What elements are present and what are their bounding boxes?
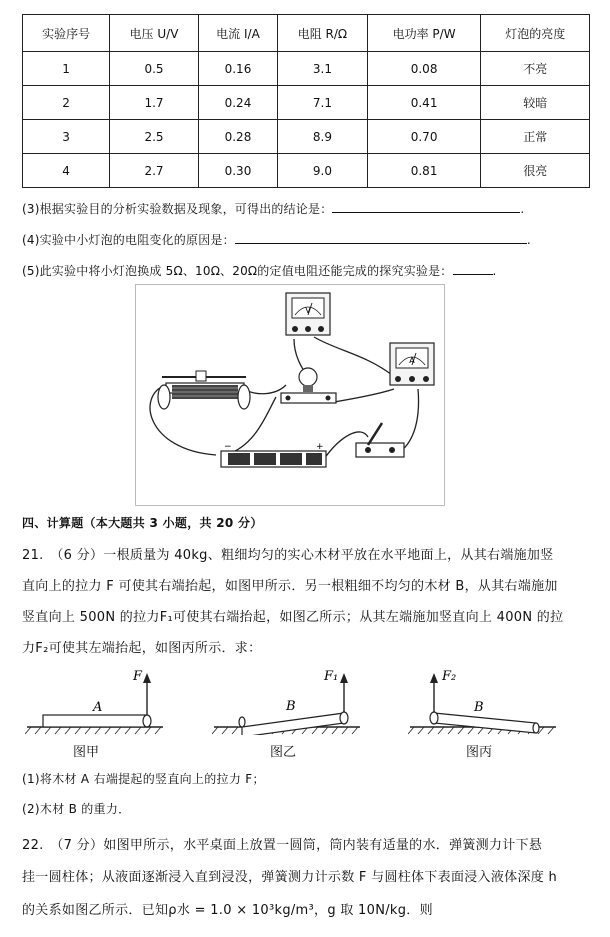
force-label: F [133,669,143,684]
section-heading: 四、计算题（本大题共 3 小题，共 20 分） [22,516,263,530]
table-cell: 2 [23,86,110,120]
table-cell: 8.9 [278,120,368,154]
figure-caption: 图丙 [466,745,493,760]
table-cell: 7.1 [278,86,368,120]
table-header-cell: 灯泡的亮度 [481,15,590,52]
table-cell: 较暗 [481,86,590,120]
wire [328,389,394,403]
q21-line: 竖直向上 500N 的拉力F₁可使其右端抬起，如图乙所示；从其左端施加竖直向上 400N 的拉 [22,610,564,625]
figure-yi-drawing [212,665,362,735]
table-row [23,120,590,154]
switch [356,423,404,457]
table-row [23,86,590,120]
figure-bing [408,665,558,760]
period: . [520,202,525,216]
figure-jia-drawing [25,665,165,735]
answer-blank [453,262,493,275]
battery-pack [221,442,326,467]
force-label: F₁ [324,669,339,684]
q21-line: 力F₂可使其左端抬起，如图丙所示．求： [22,641,262,656]
experiment-data-table [22,14,590,188]
answer-blank [235,231,527,244]
question-3-text: (3)根据实验目的分析实验数据及现象，可得出的结论是： [22,202,333,216]
wire [314,337,392,375]
voltmeter-label: V [305,306,311,315]
table-header-cell: 电压 U/V [110,15,199,52]
q21-line: 21. （6 分）一根质量为 40kg、粗细均匀的实心木材平放在水平地面上，从其右端施加竖 [22,548,554,563]
question-4 [22,231,531,248]
table-cell: 0.81 [367,154,481,188]
table-cell: 1 [23,52,110,86]
log-label: B [474,700,484,715]
battery-minus-label: − [224,442,232,452]
table-header-cell: 实验序号 [23,15,110,52]
light-bulb [281,368,336,403]
rheostat [158,371,250,409]
q22-line: 22. （7 分）如图甲所示，水平桌面上放置一圆筒，筒内装有适量的水．弹簧测力计下悬 [22,838,543,853]
q22-line: 的关系如图乙所示．已知ρ水 = 1.0 × 10³kg/m³，g 取 10N/kg．则 [22,903,433,918]
table-cell: 3.1 [278,52,368,86]
figure-jia [25,665,165,760]
table-cell: 3 [23,120,110,154]
table-cell: 0.08 [367,52,481,86]
figure-caption: 图乙 [270,745,297,760]
table-cell: 0.28 [198,120,277,154]
table-cell: 9.0 [278,154,368,188]
question-4-text: (4)实验中小灯泡的电阻变化的原因是： [22,233,235,247]
table-cell: 不亮 [481,52,590,86]
table-row [23,52,590,86]
q21-line: 直向上的拉力 F 可使其右端抬起，如图甲所示．另一根粗细不均匀的木材 B，从其右端施加 [22,579,558,594]
table-cell: 0.30 [198,154,277,188]
figure-yi [212,665,362,760]
table-header-row [23,15,590,52]
circuit-diagram [135,284,445,506]
battery-plus-label: + [316,442,324,452]
figure-bing-drawing [408,665,558,735]
table-cell: 很亮 [481,154,590,188]
table-cell: 1.7 [110,86,199,120]
log-label: B [286,699,296,714]
table-cell: 0.24 [198,86,277,120]
table-cell: 2.7 [110,154,199,188]
table-cell: 0.5 [110,52,199,86]
table-cell: 4 [23,154,110,188]
question-5-text: (5)此实验中将小灯泡换成 5Ω、10Ω、20Ω的定值电阻还能完成的探究实验是： [22,264,453,278]
period: . [492,264,497,278]
table-header-cell: 电流 I/A [198,15,277,52]
table-cell: 0.16 [198,52,277,86]
question-3 [22,200,524,217]
table-cell: 0.70 [367,120,481,154]
period: . [526,233,531,247]
q21-sub-question: (1)将木材 A 右端提起的竖直向上的拉力 F； [22,772,265,786]
q21-sub-question: (2)木材 B 的重力． [22,802,131,816]
ammeter [390,343,434,385]
force-label: F₂ [442,669,457,684]
table-header-cell: 电阻 R/Ω [278,15,368,52]
table-cell: 正常 [481,120,590,154]
q22-line: 挂一圆柱体；从液面逐渐浸入直到浸没，弹簧测力计示数 F 与圆柱体下表面浸入液体深度 h [22,870,558,885]
ammeter-label: A [409,356,415,365]
question-5 [22,262,497,279]
voltmeter [286,293,330,335]
table-cell: 2.5 [110,120,199,154]
wire [226,397,276,455]
log-label: A [93,700,103,715]
figure-caption: 图甲 [73,745,100,760]
table-cell: 0.41 [367,86,481,120]
answer-blank [332,200,520,213]
table-row [23,154,590,188]
table-header-cell: 电功率 P/W [367,15,481,52]
